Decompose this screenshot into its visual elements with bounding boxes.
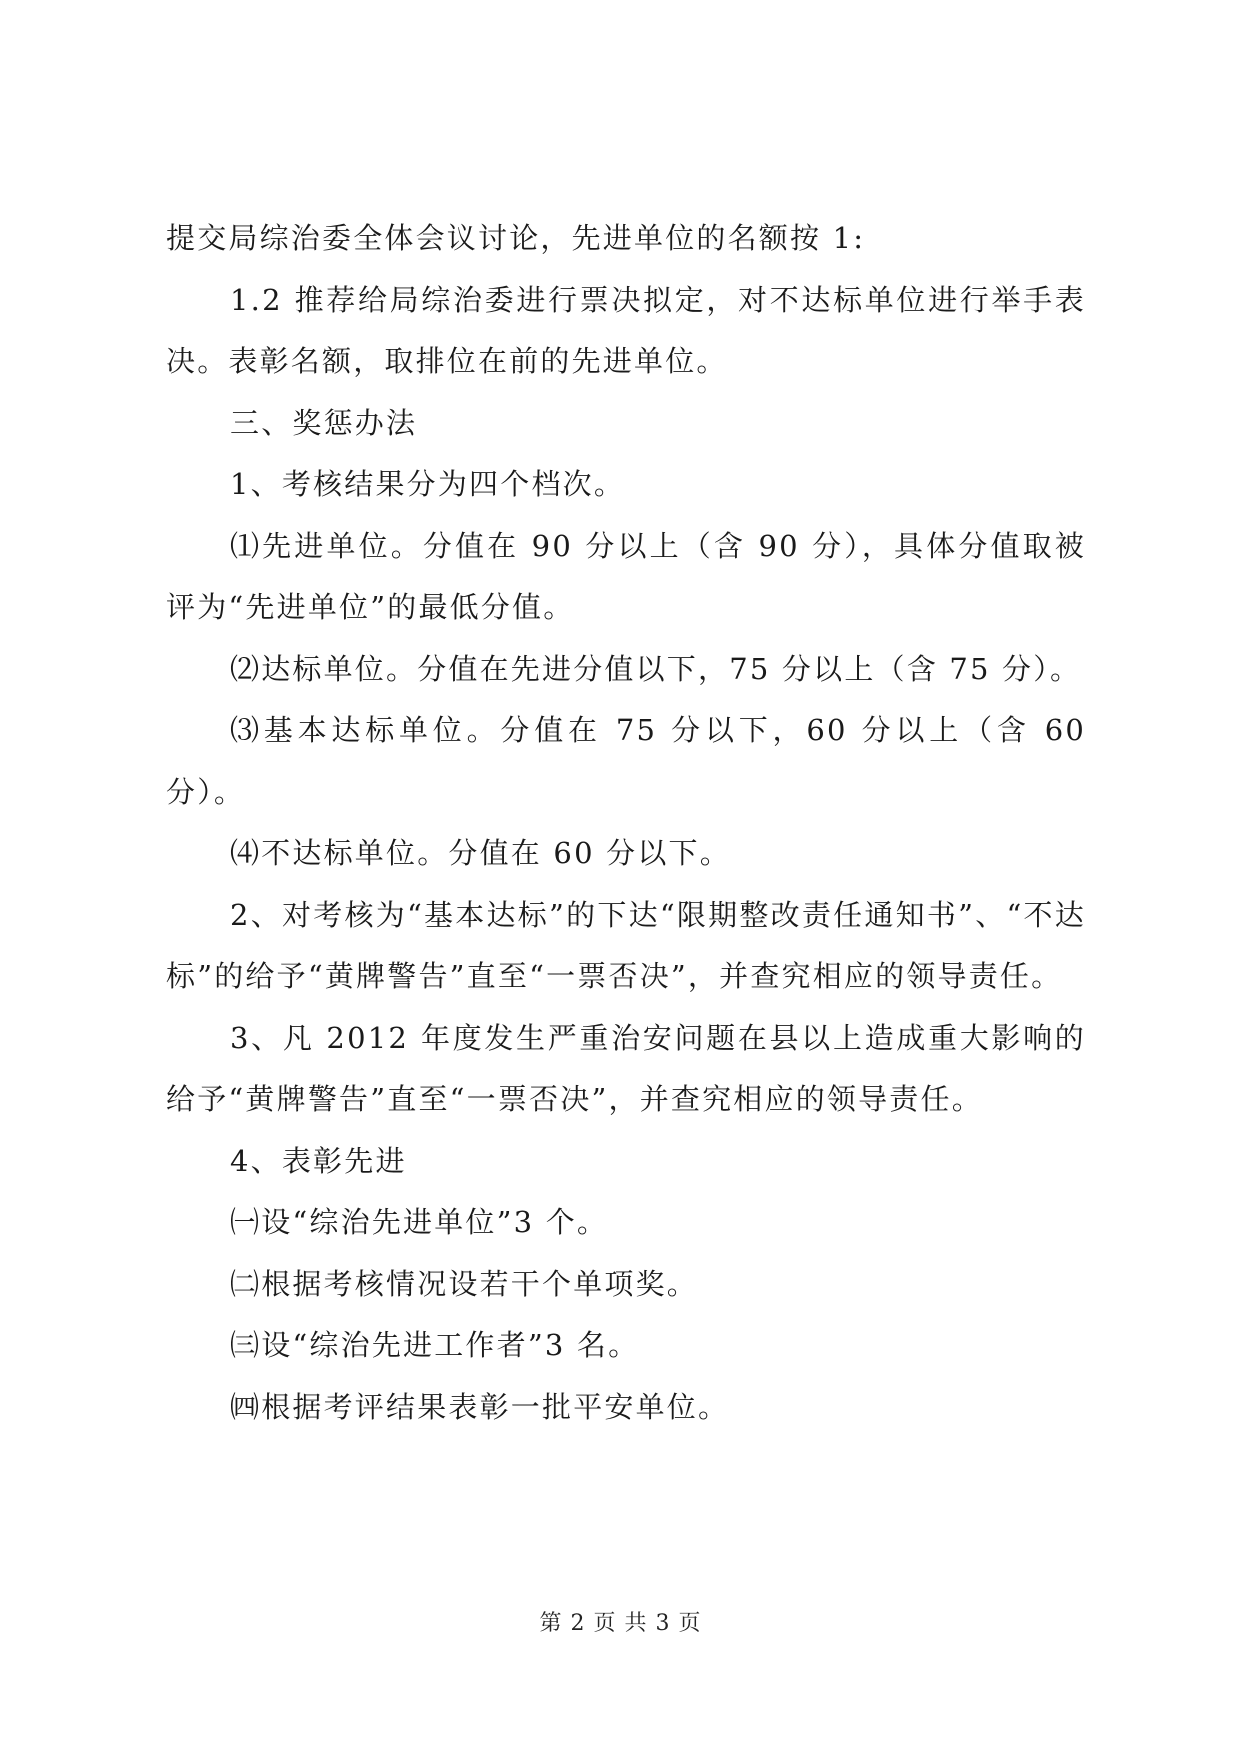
section-heading-rewards: 三、奖惩办法 xyxy=(230,405,418,440)
list-item-basic-standard-unit: ⑶基本达标单位。分值在 75 分以下，60 分以上（含 60 分）。 xyxy=(166,713,1086,809)
list-item-award-2: ㈡根据考核情况设若干个单项奖。 xyxy=(230,1266,699,1301)
page-number-footer: 第 2 页 共 3 页 xyxy=(539,1611,702,1636)
list-item-award-1: ㈠设“综治先进单位”3 个。 xyxy=(230,1205,609,1239)
paragraph-10: 3、凡 2012 年度发生严重治安问题在县以上造成重大影响的给予“黄牌警告”直至“一票否决”，并查究相应的领导责任。 xyxy=(166,1020,1086,1116)
document-body xyxy=(166,208,1086,1438)
paragraph-9: 2、对考核为“基本达标”的下达“限期整改责任通知书”、“不达标”的给予“黄牌警告”直至“一票否决”，并查究相应的领导责任。 xyxy=(166,897,1086,993)
paragraph-11: 4、表彰先进 xyxy=(230,1143,407,1178)
list-item-standard-unit: ⑵达标单位。分值在先进分值以下，75 分以上（含 75 分）。 xyxy=(230,651,1082,686)
paragraph-4: 1、考核结果分为四个档次。 xyxy=(230,467,626,501)
list-item-advanced-unit: ⑴先进单位。分值在 90 分以上（含 90 分），具体分值取被评为“先进单位”的最低分值。 xyxy=(166,528,1086,624)
paragraph-1: 提交局综治委全体会议讨论，先进单位的名额按 1: xyxy=(166,221,866,255)
paragraph-2: 1.2 推荐给局综治委进行票决拟定，对不达标单位进行举手表决。表彰名额，取排位在前的先进单位。 xyxy=(166,282,1086,378)
list-item-substandard-unit: ⑷不达标单位。分值在 60 分以下。 xyxy=(230,836,731,870)
list-item-award-3: ㈢设“综治先进工作者”3 名。 xyxy=(230,1328,640,1362)
list-item-award-4: ㈣根据考评结果表彰一批平安单位。 xyxy=(230,1389,730,1424)
